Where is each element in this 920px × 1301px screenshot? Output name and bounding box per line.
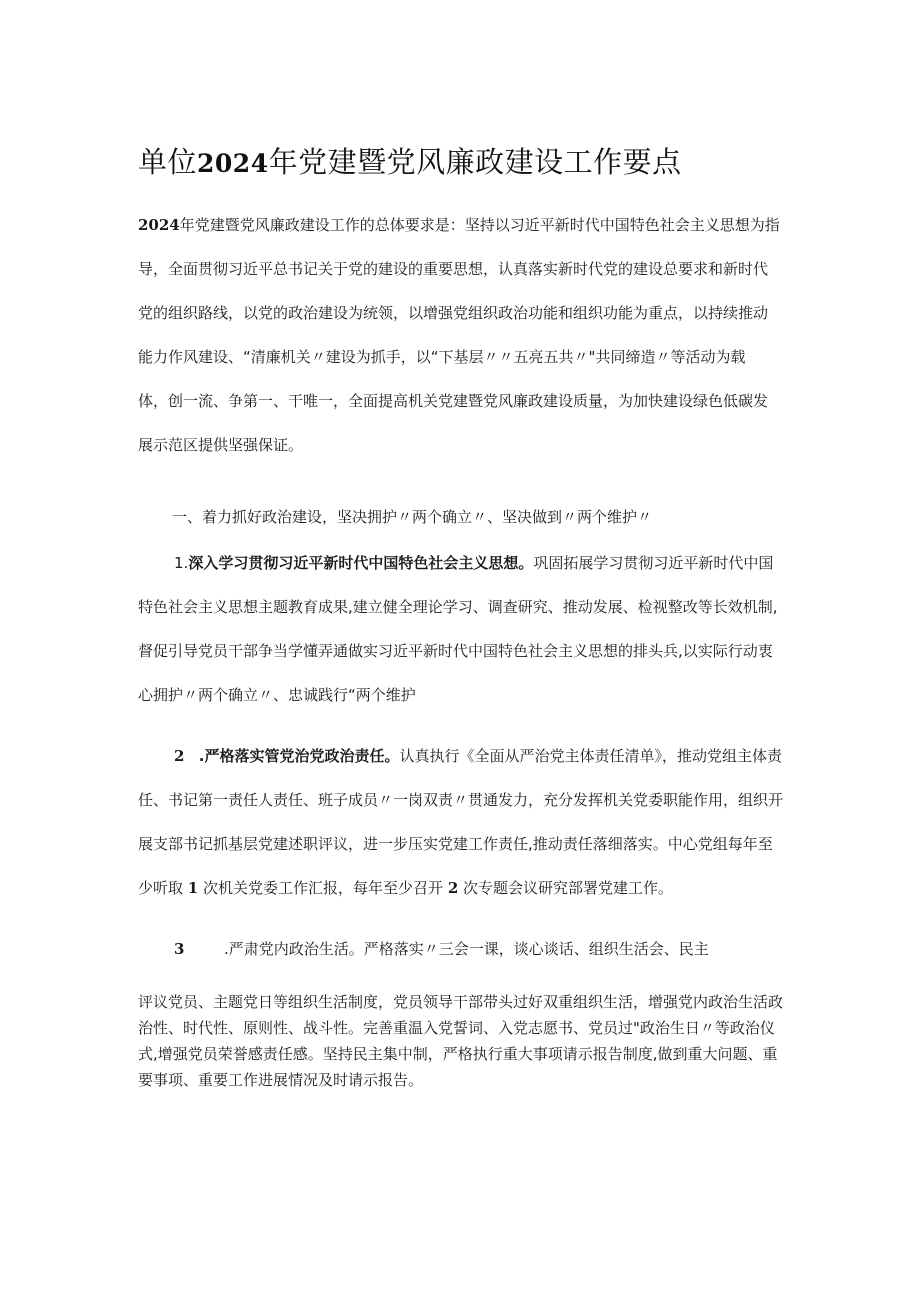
section-heading-text: 一、着力抓好政治建设，坚决拥护〃两个确立〃、坚决做到〃两个维护〃 [172, 508, 653, 526]
intro-line: 党的组织路线，以党的政治建设为统领，以增强党组织政治功能和组织功能为重点，以持续推动 [138, 304, 769, 322]
intro-line: 展示范区提供坚强保证。 [138, 436, 304, 454]
item-2-first-line [138, 734, 800, 778]
item-2-title: .严格落实管党治党政治责任。 [198, 747, 400, 765]
item-2-last-line: 少听取 1 次机关党委工作汇报，每年至少召开 2 次专题会议研究部署党建工作。 [138, 879, 674, 897]
item-3-heading [138, 927, 800, 971]
intro-year: 2024 [138, 216, 180, 234]
item-1-first-line [138, 541, 800, 585]
title-suffix: 年党建暨党风廉政建设工作要点 [268, 145, 682, 179]
item-1-number: 1. [174, 554, 189, 572]
title-year: 2024 [197, 149, 269, 178]
item-2-paragraph [138, 734, 800, 910]
item-1-line: 心拥护〃两个确立〃、忠诚践行“两个维护 [138, 686, 416, 704]
intro-line: 体，创一流、争第一、干唯一，全面提高机关党建暨党风廉政建设质量，为加快建设绿色低碳发 [138, 392, 769, 410]
item-1-first-line-rest: 巩固拓展学习贯彻习近平新时代中国 [533, 554, 774, 572]
item-1-line: 督促引导党员干部争当学懂弄通做实习近平新时代中国特色社会主义思想的排头兵,以实际行动衷 [138, 642, 773, 660]
item-2-number: 2 [174, 747, 185, 765]
intro-line: 能力作风建设、“清廉机关〃建设为抓手，以“下基层〃〃五亮五共〃"共同缔造〃等活动为载 [138, 348, 746, 366]
item-2-count-1: 1 [187, 879, 199, 897]
item-2-line: 展支部书记抓基层党建述职评议，进一步压实党建工作责任,推动责任落细落实。中心党组每年至 [138, 835, 773, 853]
intro-line: 导，全面贯彻习近平总书记关于党的建设的重要思想，认真落实新时代党的建设总要求和新时代 [138, 260, 769, 278]
item-3-line: 治性、时代性、原则性、战斗性。完善重温入党誓词、入党志愿书、党员过"政治生日〃等政治仪 [138, 1019, 775, 1037]
item-3-line: 要事项、重要工作进展情况及时请示报告。 [138, 1071, 424, 1089]
item-3-number: 3 [174, 940, 185, 958]
item-3-first-line [138, 927, 800, 971]
item-3-paragraph [138, 989, 800, 1093]
item-2-line: 任、书记第一责任人责任、班子成员〃一岗双责〃贯通发力，充分发挥机关党委职能作用，组织开 [138, 791, 784, 809]
item-1-title: 深入学习贯彻习近平新时代中国特色社会主义思想。 [188, 554, 534, 572]
item-2-count-2: 2 [447, 879, 459, 897]
intro-line: 2024年党建暨党风廉政建设工作的总体要求是：坚持以习近平新时代中国特色社会主义思想为指 [138, 216, 780, 234]
title-prefix: 单位 [138, 145, 198, 179]
item-3-line: 评议党员、主题党日等组织生活制度，党员领导干部带头过好双重组织生活，增强党内政治生活政 [138, 993, 784, 1011]
item-3-first-line-text: .严肃党内政治生活。严格落实〃三会一课，谈心谈话、组织生活会、民主 [224, 940, 709, 958]
item-2-first-line-rest: 认真执行《全面从严治党主体责任清单》，推动党组主体责 [399, 747, 782, 765]
document-title [138, 140, 798, 186]
intro-paragraph [138, 203, 800, 467]
section-heading-1 [138, 495, 800, 539]
item-1-paragraph [138, 541, 800, 717]
item-1-line: 特色社会主义思想主题教育成果,建立健全理论学习、调查研究、推动发展、检视整改等长效机制, [138, 598, 778, 616]
item-3-line: 式,增强党员荣誉感责任感。坚持民主集中制，严格执行重大事项请示报告制度,做到重大问题、重 [138, 1045, 778, 1063]
